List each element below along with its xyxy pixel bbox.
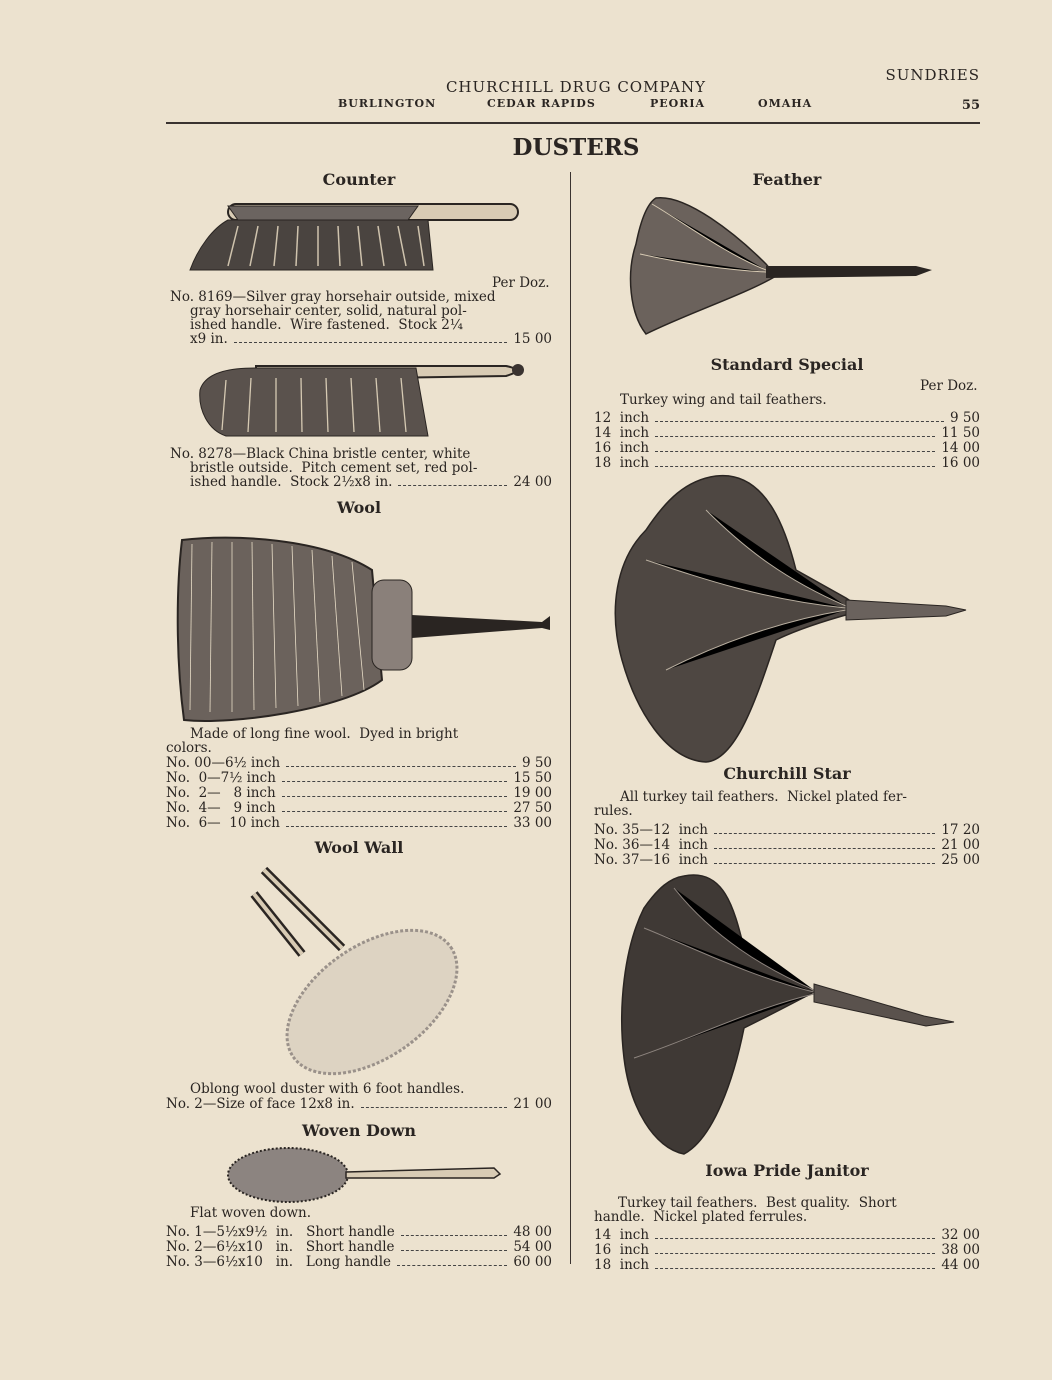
- wool-wall-desc: Oblong wool duster with 6 foot handles.: [190, 1081, 465, 1097]
- standard-special-row: [594, 426, 980, 441]
- woven-down-size: No. 1—5½x9½ in. Short handle: [166, 1224, 395, 1240]
- city-omaha: OMAHA: [758, 97, 813, 110]
- counter-per-doz: Per Doz.: [492, 275, 550, 291]
- standard-special-price: 11 50: [941, 425, 980, 441]
- woven-down-price: 54 00: [513, 1239, 552, 1255]
- iowa-pride-price: 38 00: [941, 1242, 980, 1258]
- wool-wall-duster-illustration: [244, 862, 468, 1084]
- leader-dots: [714, 848, 935, 849]
- leader-dots: [282, 811, 508, 812]
- counter-item2-line1: No. 8278—Black China bristle center, white: [170, 446, 471, 462]
- leader-dots: [655, 1238, 935, 1239]
- wool-row: [166, 801, 552, 816]
- wool-row: [166, 786, 552, 801]
- leader-dots: [234, 342, 508, 343]
- leader-dots: [282, 796, 508, 797]
- counter-item1-price: 15 00: [513, 331, 552, 347]
- heading-iowa-pride: Iowa Pride Janitor: [705, 1161, 869, 1180]
- iowa-pride-duster-illustration: [614, 868, 958, 1160]
- churchill-star-price: 17 20: [941, 822, 980, 838]
- standard-special-row: [594, 411, 980, 426]
- woven-down-row: [166, 1225, 552, 1240]
- counter-item1-line3: ished handle. Wire fastened. Stock 2¼: [190, 317, 463, 333]
- churchill-star-row: [594, 853, 980, 868]
- wool-price: 33 00: [513, 815, 552, 831]
- churchill-star-row: [594, 823, 980, 838]
- leader-dots: [361, 1107, 508, 1108]
- counter-brush-1-illustration: [188, 198, 528, 276]
- counter-item1-line2: gray horsehair center, solid, natural pol-: [190, 303, 467, 319]
- standard-special-row: [594, 456, 980, 471]
- leader-dots: [655, 436, 935, 437]
- column-divider: [570, 172, 571, 1264]
- leader-dots: [286, 766, 516, 767]
- churchill-star-desc-line2: rules.: [594, 803, 633, 819]
- feather-duster-illustration: [626, 194, 938, 344]
- iowa-pride-price: 44 00: [941, 1257, 980, 1273]
- iowa-pride-size: 14 inch: [594, 1227, 650, 1243]
- iowa-pride-row: [594, 1258, 980, 1273]
- standard-special-per-doz: Per Doz.: [920, 378, 978, 394]
- standard-special-price: 16 00: [941, 455, 980, 471]
- standard-special-size: 14 inch: [594, 425, 650, 441]
- leader-dots: [401, 1235, 508, 1236]
- city-peoria: PEORIA: [650, 97, 706, 110]
- leader-dots: [655, 1268, 935, 1269]
- leader-dots: [655, 421, 944, 422]
- heading-counter: Counter: [322, 170, 396, 189]
- counter-item2-price-row: [190, 475, 552, 490]
- iowa-pride-desc-line1: Turkey tail feathers. Best quality. Short: [618, 1195, 897, 1211]
- standard-special-size: 16 inch: [594, 440, 650, 456]
- wool-price: 15 50: [513, 770, 552, 786]
- churchill-star-row: [594, 838, 980, 853]
- wool-size: No. 0—7½ inch: [166, 770, 276, 786]
- wool-row: [166, 756, 552, 771]
- page-number: 55: [961, 98, 980, 113]
- standard-special-price: 9 50: [949, 410, 980, 426]
- iowa-pride-size: 18 inch: [594, 1257, 650, 1273]
- churchill-star-size: No. 37—16 inch: [594, 852, 708, 868]
- iowa-pride-price: 32 00: [941, 1227, 980, 1243]
- counter-item2-line2: bristle outside. Pitch cement set, red pol-: [190, 460, 478, 476]
- leader-dots: [401, 1250, 508, 1251]
- wool-row: [166, 771, 552, 786]
- wool-size: No. 6— 10 inch: [166, 815, 280, 831]
- woven-down-row: [166, 1240, 552, 1255]
- wool-size: No. 4— 9 inch: [166, 800, 276, 816]
- iowa-pride-desc-line2: handle. Nickel plated ferrules.: [594, 1209, 808, 1225]
- standard-special-price: 14 00: [941, 440, 980, 456]
- standard-special-size: 12 inch: [594, 410, 650, 426]
- woven-down-desc: Flat woven down.: [190, 1205, 312, 1221]
- churchill-star-desc-line1: All turkey tail feathers. Nickel plated fer-: [620, 789, 907, 805]
- wool-row: [166, 816, 552, 831]
- leader-dots: [714, 863, 935, 864]
- churchill-star-duster-illustration: [606, 470, 970, 768]
- heading-woven-down: Woven Down: [302, 1121, 416, 1140]
- wool-price: 9 50: [521, 755, 552, 771]
- counter-item2-price: 24 00: [513, 474, 552, 490]
- leader-dots: [286, 826, 507, 827]
- iowa-pride-row: [594, 1243, 980, 1258]
- wool-size: No. 2— 8 inch: [166, 785, 276, 801]
- woven-down-size: No. 3—6½x10 in. Long handle: [166, 1254, 391, 1270]
- woven-down-price: 60 00: [513, 1254, 552, 1270]
- header-rule: [166, 122, 980, 124]
- wool-desc-line1: Made of long fine wool. Dyed in bright: [190, 726, 459, 742]
- heading-wool-wall: Wool Wall: [314, 838, 404, 857]
- counter-item1-last: x9 in.: [190, 331, 228, 347]
- leader-dots: [397, 1265, 507, 1266]
- woven-down-row: [166, 1255, 552, 1270]
- counter-brush-2-illustration: [196, 360, 532, 440]
- wool-size: No. 00—6½ inch: [166, 755, 281, 771]
- churchill-star-size: No. 36—14 inch: [594, 837, 708, 853]
- leader-dots: [714, 833, 935, 834]
- woven-down-price: 48 00: [513, 1224, 552, 1240]
- counter-item1-price-row: [190, 332, 552, 347]
- wool-price: 19 00: [513, 785, 552, 801]
- company-name: CHURCHILL DRUG COMPANY: [445, 78, 707, 96]
- heading-feather: Feather: [752, 170, 822, 189]
- city-burlington: BURLINGTON: [338, 97, 437, 110]
- standard-special-size: 18 inch: [594, 455, 650, 471]
- leader-dots: [655, 466, 935, 467]
- churchill-star-size: No. 35—12 inch: [594, 822, 708, 838]
- leader-dots: [655, 1253, 935, 1254]
- heading-churchill-star: Churchill Star: [723, 764, 851, 783]
- standard-special-desc: Turkey wing and tail feathers.: [620, 392, 827, 408]
- wool-wall-row: [166, 1097, 552, 1112]
- wool-price: 27 50: [513, 800, 552, 816]
- heading-standard-special: Standard Special: [710, 355, 864, 374]
- counter-item1-line1: No. 8169—Silver gray horsehair outside, mixed: [170, 289, 496, 305]
- wool-wall-size: No. 2—Size of face 12x8 in.: [166, 1096, 355, 1112]
- woven-down-duster-illustration: [226, 1144, 502, 1206]
- counter-item2-last: ished handle. Stock 2½x8 in.: [190, 474, 393, 490]
- woven-down-size: No. 2—6½x10 in. Short handle: [166, 1239, 395, 1255]
- iowa-pride-size: 16 inch: [594, 1242, 650, 1258]
- wool-desc-line2: colors.: [166, 740, 212, 756]
- page-title: DUSTERS: [512, 134, 640, 161]
- section-label: SUNDRIES: [885, 66, 980, 84]
- churchill-star-price: 21 00: [941, 837, 980, 853]
- wool-duster-illustration: [172, 530, 556, 730]
- city-cedar-rapids: CEDAR RAPIDS: [487, 97, 596, 110]
- leader-dots: [398, 485, 507, 486]
- standard-special-row: [594, 441, 980, 456]
- wool-wall-price: 21 00: [513, 1096, 552, 1112]
- leader-dots: [282, 781, 507, 782]
- churchill-star-price: 25 00: [941, 852, 980, 868]
- heading-wool: Wool: [336, 498, 382, 517]
- iowa-pride-row: [594, 1228, 980, 1243]
- leader-dots: [655, 451, 935, 452]
